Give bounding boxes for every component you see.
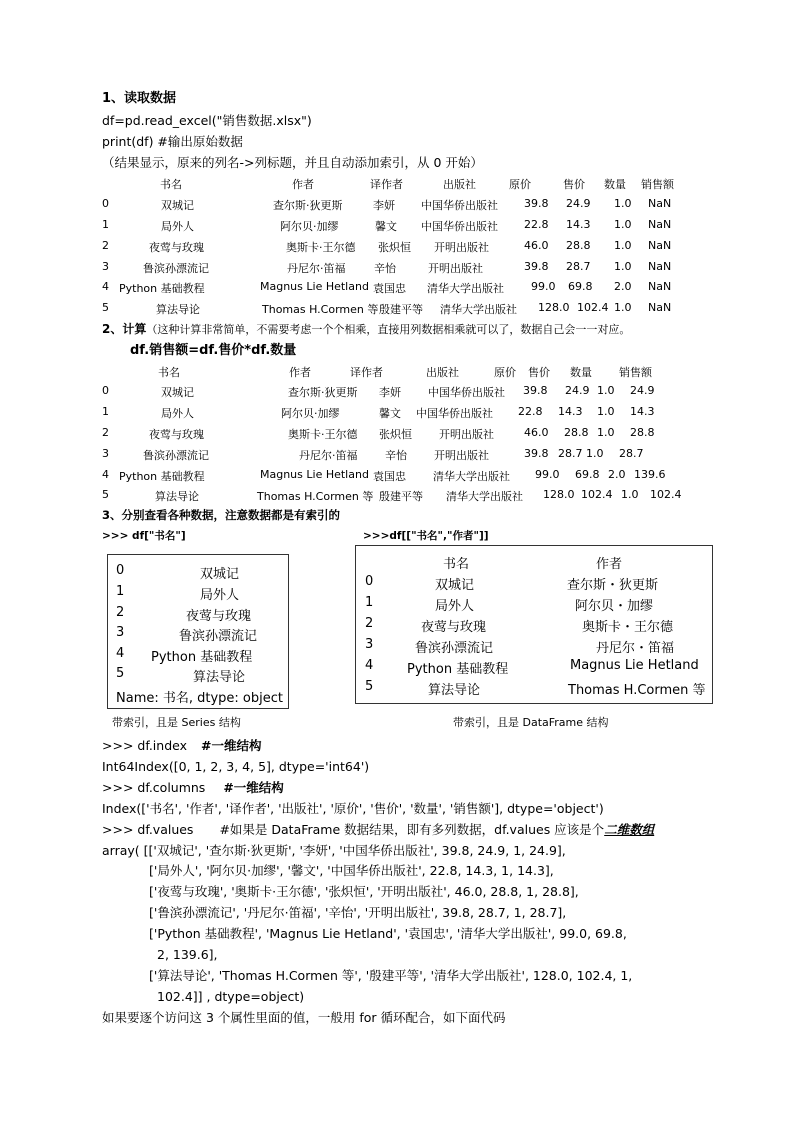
index-output: Int64Index([0, 1, 2, 3, 4, 5], dtype='int64') — [102, 759, 370, 774]
cell: 开明出版社 — [439, 428, 494, 441]
cell: 22.8 — [518, 405, 543, 418]
array-line: ['Python 基础教程', 'Magnus Lie Hetland', '袁国忠', '清华大学出版社', 99.0, 69.8, — [149, 926, 627, 941]
cell: NaN — [648, 301, 672, 314]
cell: 128.0 — [543, 488, 575, 501]
cell: 中国华侨出版社 — [421, 199, 498, 212]
cell: 46.0 — [524, 426, 549, 439]
cell: 双城记 — [161, 199, 194, 212]
cell: 阿尔贝·加缪 — [281, 407, 340, 420]
cell: 69.8 — [568, 280, 593, 293]
index-cell: 3 — [102, 447, 109, 460]
cell: 46.0 — [524, 239, 549, 252]
cell: 夜莺与玫瑰 — [149, 428, 204, 441]
cell: 1.0 — [614, 218, 632, 231]
index-cell: 3 — [365, 637, 374, 652]
cell: 24.9 — [566, 197, 591, 210]
cell: 39.8 — [524, 197, 549, 210]
index-cell: 4 — [102, 468, 109, 481]
cell: 1.0 — [614, 197, 632, 210]
cell: 查尔斯·狄更斯 — [273, 199, 343, 212]
array-line: ['局外人', '阿尔贝·加缪', '馨文', '中国华侨出版社', 22.8, 14.3, 1, 14.3], — [149, 863, 554, 878]
cell: 算法导论 — [155, 490, 199, 503]
cell: 1.0 — [586, 447, 604, 460]
header-cell: 销售额 — [619, 366, 652, 379]
read-excel-code: df=pd.read_excel("销售数据.xlsx") — [102, 113, 312, 128]
cell: 128.0 — [538, 301, 570, 314]
index-cell: 5 — [116, 666, 125, 681]
cell: NaN — [648, 280, 672, 293]
cell: 鲁滨孙漂流记 — [143, 262, 209, 275]
cell: 28.7 — [619, 447, 644, 460]
cell: 丹尼尔·笛福 — [299, 449, 358, 462]
cell: 夜莺与玫瑰 — [186, 609, 252, 624]
cell: 1.0 — [614, 239, 632, 252]
index-cell: 5 — [102, 488, 109, 501]
cell: 99.0 — [531, 280, 556, 293]
cell: 殷建平等 — [379, 303, 423, 316]
index-cell: 4 — [116, 646, 125, 661]
columns-comment: #一维结构 — [223, 780, 284, 795]
cell: 102.4 — [650, 488, 682, 501]
series-output-box — [107, 554, 289, 709]
cell: NaN — [648, 218, 672, 231]
header-cell: 售价 — [528, 366, 550, 379]
series-caption: 带索引，且是 Series 结构 — [112, 716, 241, 729]
cell: 28.8 — [630, 426, 655, 439]
values-emphasis: 二维数组 — [604, 822, 655, 837]
cell: 开明出版社 — [434, 449, 489, 462]
cell: 局外人 — [200, 588, 240, 603]
formula-line: df.销售额=df.售价*df.数量 — [130, 343, 297, 358]
dataframe-output-box — [355, 545, 713, 704]
cell: 夜莺与玫瑰 — [421, 620, 487, 635]
cell: 双城记 — [161, 386, 194, 399]
section2-note: （这种计算非常简单，不需要考虑一个个相乘，直接用列数据相乘就可以了，数据自己会一一对应。 — [146, 323, 631, 336]
closing-paragraph: 如果要逐个访问这 3 个属性里面的值，一般用 for 循环配合，如下面代码 — [102, 1010, 506, 1025]
cell: Thomas H.Cormen 等 — [257, 490, 374, 503]
result-note: （结果显示，原来的列名->列标题，并且自动添加索引，从 0 开始） — [102, 155, 483, 170]
cell: Thomas H.Cormen 等 — [568, 683, 706, 698]
dataframe-command-label: >>>df[["书名","作者"]] — [363, 530, 489, 542]
cell: 奥斯卡·王尔德 — [286, 241, 356, 254]
cell: 清华大学出版社 — [446, 490, 523, 503]
index-cell: 4 — [365, 658, 374, 673]
index-cell: 5 — [102, 301, 109, 314]
cell: 28.8 — [564, 426, 589, 439]
cell: 39.8 — [523, 384, 548, 397]
columns-command-line — [102, 780, 284, 795]
cell: 鲁滨孙漂流记 — [179, 629, 258, 644]
array-line: 2, 139.6], — [157, 947, 218, 962]
index-cell: 2 — [102, 239, 109, 252]
header-cell: 出版社 — [426, 366, 459, 379]
header-cell: 作者 — [596, 557, 623, 572]
cell: 2.0 — [614, 280, 632, 293]
header-cell: 书名 — [160, 178, 182, 191]
array-line: ['算法导论', 'Thomas H.Cormen 等', '殷建平等', '清华大学出版社', 128.0, 102.4, 1, — [149, 968, 633, 983]
values-comment: #如果是 DataFrame 数据结果，即有多列数据，df.values 应该是个 — [219, 822, 605, 837]
cell: 开明出版社 — [434, 241, 489, 254]
cell: 查尔斯・狄更斯 — [567, 578, 659, 593]
header-cell: 作者 — [292, 178, 314, 191]
cell: 阿尔贝·加缪 — [280, 220, 339, 233]
cell: 24.9 — [630, 384, 655, 397]
values-command-line — [102, 822, 654, 837]
header-cell: 售价 — [563, 178, 585, 191]
cell: 14.3 — [630, 405, 655, 418]
cell: 馨文 — [375, 220, 397, 233]
cell: Magnus Lie Hetland — [260, 468, 369, 481]
cell: 99.0 — [535, 468, 560, 481]
cell: Python 基础教程 — [151, 650, 253, 665]
cell: 39.8 — [524, 260, 549, 273]
cell: 14.3 — [566, 218, 591, 231]
index-cell: 1 — [102, 405, 109, 418]
array-line: array( [['双城记', '查尔斯·狄更斯', '李妍', '中国华侨出版社', 39.8, 24.9, 1, 24.9], — [102, 843, 566, 858]
cell: Python 基础教程 — [119, 282, 205, 295]
cell: 中国华侨出版社 — [428, 386, 505, 399]
cell: Thomas H.Cormen 等 — [262, 303, 379, 316]
cell: 1.0 — [597, 405, 615, 418]
cell: 夜莺与玫瑰 — [149, 241, 204, 254]
cell: 双城记 — [435, 578, 475, 593]
header-cell: 书名 — [443, 557, 470, 572]
cell: 鲁滨孙漂流记 — [143, 449, 209, 462]
cell: 算法导论 — [428, 683, 481, 698]
cell: 辛怡 — [374, 262, 396, 275]
index-cell: 4 — [102, 280, 109, 293]
index-command: >>> df.index — [102, 738, 187, 753]
cell: 清华大学出版社 — [440, 303, 517, 316]
cell: 双城记 — [200, 567, 240, 582]
cell: 奥斯卡・王尔德 — [582, 620, 674, 635]
cell: 馨文 — [379, 407, 401, 420]
cell: 清华大学出版社 — [433, 470, 510, 483]
header-cell: 数量 — [570, 366, 592, 379]
header-cell: 作者 — [289, 366, 311, 379]
cell: 阿尔贝・加缪 — [575, 599, 654, 614]
cell: NaN — [648, 239, 672, 252]
columns-command: >>> df.columns — [102, 780, 206, 795]
index-cell: 3 — [102, 260, 109, 273]
cell: 14.3 — [558, 405, 583, 418]
cell: 算法导论 — [156, 303, 200, 316]
section2-heading-line — [102, 322, 630, 336]
cell: Python 基础教程 — [407, 662, 509, 677]
index-cell: 1 — [365, 595, 374, 610]
array-line: ['鲁滨孙漂流记', '丹尼尔·笛福', '辛怡', '开明出版社', 39.8, 28.7, 1, 28.7], — [149, 905, 567, 920]
cell: Magnus Lie Hetland — [570, 658, 699, 673]
header-cell: 书名 — [158, 366, 180, 379]
index-cell: 3 — [116, 625, 125, 640]
header-cell: 原价 — [509, 178, 531, 191]
cell: 24.9 — [565, 384, 590, 397]
cell: NaN — [648, 260, 672, 273]
header-cell: 译作者 — [370, 178, 403, 191]
section1-heading: 1、读取数据 — [102, 91, 177, 106]
cell: 算法导论 — [193, 670, 246, 685]
cell: 开明出版社 — [428, 262, 483, 275]
cell: 28.7 — [558, 447, 583, 460]
cell: 69.8 — [575, 468, 600, 481]
array-line: ['夜莺与玫瑰', '奥斯卡·王尔德', '张炽恒', '开明出版社', 46.0, 28.8, 1, 28.8], — [149, 884, 579, 899]
cell: 1.0 — [597, 426, 615, 439]
series-dtype-text: Name: 书名, dtype: object — [116, 691, 283, 706]
index-cell: 0 — [116, 563, 125, 578]
columns-output: Index(['书名', '作者', '译作者', '出版社', '原价', '售价', '数量', '销售额'], dtype='object') — [102, 801, 604, 816]
cell: 李妍 — [373, 199, 395, 212]
index-cell: 0 — [102, 197, 109, 210]
cell: 袁国忠 — [373, 470, 406, 483]
cell: Magnus Lie Hetland — [260, 280, 369, 293]
cell: 奥斯卡·王尔德 — [288, 428, 358, 441]
index-cell: 1 — [116, 584, 125, 599]
cell: 局外人 — [435, 599, 475, 614]
header-cell: 出版社 — [443, 178, 476, 191]
header-cell: 原价 — [494, 366, 516, 379]
cell: 28.8 — [566, 239, 591, 252]
cell: 2.0 — [608, 468, 626, 481]
index-cell: 0 — [365, 574, 374, 589]
cell: NaN — [648, 197, 672, 210]
index-cell: 2 — [102, 426, 109, 439]
index-command-line — [102, 738, 261, 753]
index-cell: 2 — [116, 605, 125, 620]
cell: 查尔斯·狄更斯 — [288, 386, 358, 399]
index-cell: 2 — [365, 616, 374, 631]
cell: 张炽恒 — [379, 428, 412, 441]
cell: 139.6 — [634, 468, 666, 481]
print-df-code: print(df) #输出原始数据 — [102, 134, 243, 149]
header-cell: 销售额 — [641, 178, 674, 191]
cell: 李妍 — [379, 386, 401, 399]
cell: 1.0 — [597, 384, 615, 397]
array-line: 102.4]] , dtype=object) — [157, 989, 305, 1004]
index-cell: 1 — [102, 218, 109, 231]
cell: 1.0 — [621, 488, 639, 501]
section3-heading: 3、分别查看各种数据，注意数据都是有索引的 — [102, 508, 340, 522]
cell: 袁国忠 — [373, 282, 406, 295]
cell: 22.8 — [524, 218, 549, 231]
cell: 局外人 — [161, 220, 194, 233]
index-cell: 0 — [102, 384, 109, 397]
section2-heading: 2、计算 — [102, 322, 147, 336]
header-cell: 数量 — [604, 178, 626, 191]
cell: 鲁滨孙漂流记 — [415, 641, 494, 656]
cell: 28.7 — [566, 260, 591, 273]
index-cell: 5 — [365, 679, 374, 694]
cell: 102.4 — [577, 301, 609, 314]
cell: 中国华侨出版社 — [416, 407, 493, 420]
cell: 丹尼尔・笛福 — [596, 641, 675, 656]
cell: 局外人 — [161, 407, 194, 420]
cell: 辛怡 — [385, 449, 407, 462]
cell: 殷建平等 — [379, 490, 423, 503]
cell: 102.4 — [581, 488, 613, 501]
series-command-label: >>> df["书名"] — [102, 530, 186, 542]
dataframe-caption: 带索引，且是 DataFrame 结构 — [453, 716, 609, 729]
cell: 1.0 — [614, 301, 632, 314]
cell: 张炽恒 — [378, 241, 411, 254]
cell: 1.0 — [614, 260, 632, 273]
cell: 丹尼尔·笛福 — [287, 262, 346, 275]
values-command: >>> df.values — [102, 822, 194, 837]
cell: 清华大学出版社 — [427, 282, 504, 295]
header-cell: 译作者 — [350, 366, 383, 379]
cell: Python 基础教程 — [119, 470, 205, 483]
index-comment: #一维结构 — [200, 738, 262, 753]
cell: 中国华侨出版社 — [421, 220, 498, 233]
cell: 39.8 — [524, 447, 549, 460]
